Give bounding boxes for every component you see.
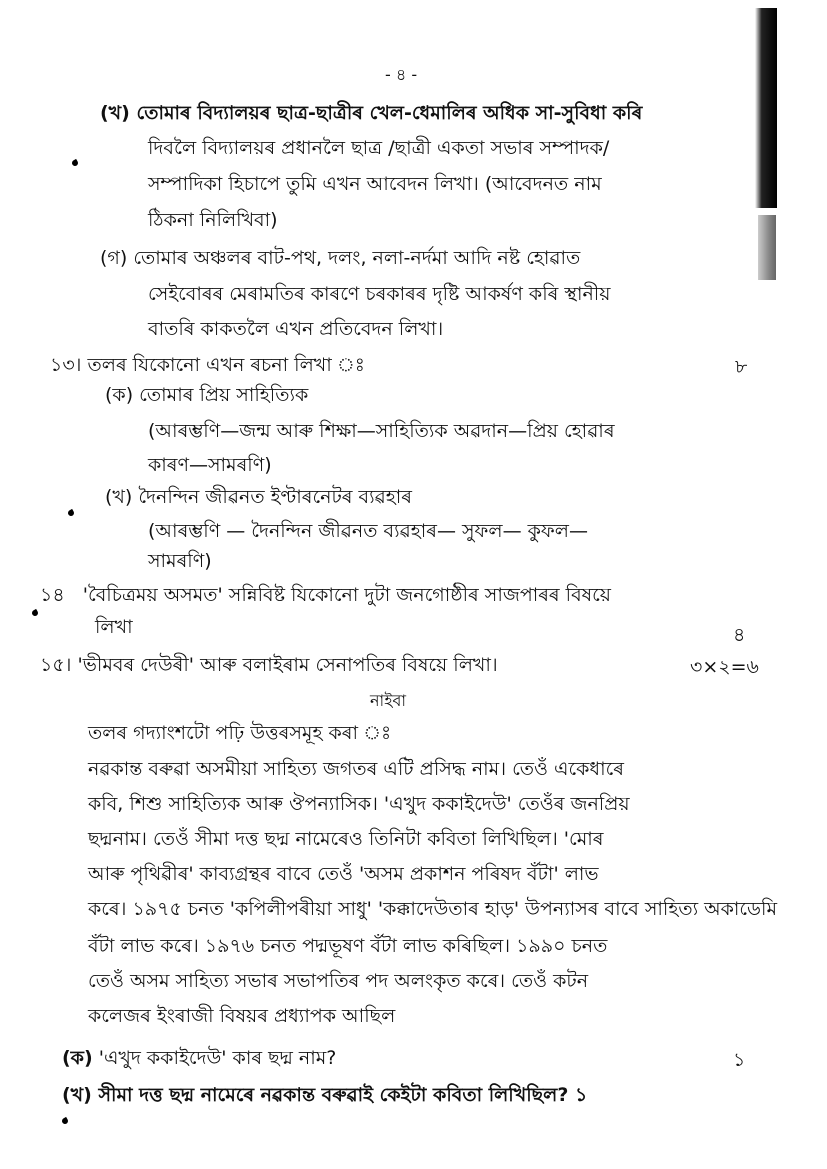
margin-mark (61, 1117, 69, 1125)
passage-line-4: আৰু পৃথিৱীৰ' কাব্যগ্ৰন্থৰ বাবে তেওঁ 'অসম প্ৰকাশন পৰিষদ বঁটা' লাভ (88, 863, 599, 885)
q12-kha-line-1: (খ) তোমাৰ বিদ্যালয়ৰ ছাত্ৰ-ছাত্ৰীৰ খেল-ধেমালিৰ অধিক সা-সুবিধা কৰি (100, 102, 643, 124)
q13-marks: ৮ (735, 356, 748, 378)
margin-mark (67, 509, 75, 517)
q12-kha-label: (খ) (100, 102, 130, 124)
q12-ga-line-2: সেইবোৰৰ মেৰামতিৰ কাৰণে চৰকাৰৰ দৃষ্টি আকৰ্ষণ কৰি স্থানীয় (148, 283, 611, 305)
q14-line-1: ১৪ 'বৈচিত্ৰময় অসমত' সন্নিবিষ্ট যিকোনো দুটা জনগোষ্ঠীৰ সাজপাৰৰ বিষয়ে (40, 584, 611, 606)
passage-instruction: তলৰ গদ্যাংশটো পঢ়ি উত্তৰসমূহ কৰা ঃ (88, 722, 392, 744)
passage-line-8: কলেজৰ ইংৰাজী বিষয়ৰ প্ৰধ্যাপক আছিল (88, 1005, 396, 1027)
q15-line: ১৫। 'ভীমবৰ দেউৰী' আৰু বলাইৰাম সেনাপতিৰ বিষয়ে লিখা। (40, 654, 498, 676)
passage-line-3: ছদ্মনাম। তেওঁ সীমা দত্ত ছদ্ম নামেৰেও তিনিটা কবিতা লিখিছিল। 'মোৰ (88, 828, 604, 850)
q14-number: ১৪ (40, 584, 65, 606)
q13-line (50, 352, 365, 378)
q12-kha-line-4: ঠিকনা নিলিখিবা) (148, 209, 278, 231)
scan-edge-shadow-gray (758, 215, 776, 280)
q13-kha-hint-2: সামৰণি) (148, 550, 212, 572)
q15-number: ১৫। (40, 654, 72, 676)
question-ka: (ক) 'এখুদ ককাইদেউ' কাৰ ছদ্ম নাম? (62, 1047, 337, 1069)
passage-line-6: বঁটা লাভ কৰে। ১৯৭৬ চনত পদ্মভূষণ বঁটা লাভ কৰিছিল। ১৯৯০ চনত (88, 935, 608, 957)
q14-line-2: লিখা (95, 616, 133, 638)
q12-kha-line-3: সম্পাদিকা হিচাপে তুমি এখন আবেদন লিখা। (আবেদনত নাম (148, 173, 602, 195)
q13-ka-hint-2: কাৰণ—সামৰণি) (148, 454, 272, 476)
q13-ka-hint-1: (আৰম্ভণি—জন্ম আৰু শিক্ষা—সাহিত্যিক অৱদান—প্ৰিয় হোৱাৰ (148, 420, 615, 442)
scan-edge-shadow (755, 8, 777, 208)
or-label: নাইবা (370, 691, 407, 710)
margin-mark (71, 159, 79, 167)
q13-number: ১৩। (50, 354, 82, 376)
q12-ga-line-1: (গ) তোমাৰ অঞ্চলৰ বাট-পথ, দলং, নলা-নৰ্দমা আদি নষ্ট হোৱাত (100, 247, 581, 269)
q15-marks: ৩×২=৬ (690, 656, 759, 678)
q13-ka-title: (ক) তোমাৰ প্ৰিয় সাহিত্যিক (105, 384, 309, 406)
page-number: - ৪ - (385, 65, 418, 84)
passage-line-5: কৰে। ১৯৭৫ চনত 'কপিলীপৰীয়া সাধু' 'কক্কাদেউতাৰ হাড়' উপন্যাসৰ বাবে সাহিত্য অকাডেমি (88, 898, 777, 920)
q13-text: তলৰ যিকোনো এখন ৰচনা লিখা ঃ (87, 354, 365, 376)
q12-kha-line-2: দিবলৈ বিদ্যালয়ৰ প্ৰধানলৈ ছাত্ৰ /ছাত্ৰী একতা সভাৰ সম্পাদক/ (148, 137, 610, 159)
q14-marks: ৪ (733, 624, 746, 646)
question-ka-marks: ১ (733, 1049, 746, 1071)
q13-kha-title: (খ) দৈনন্দিন জীৱনত ইণ্টাৰনেটৰ ব্যৱহাৰ (105, 486, 412, 508)
question-kha: (খ) সীমা দত্ত ছদ্ম নামেৰে নৱকান্ত বৰুৱাই কেইটা কবিতা লিখিছিল? ১ (62, 1084, 588, 1106)
margin-mark (31, 609, 39, 617)
passage-line-7: তেওঁ অসম সাহিত্য সভাৰ সভাপতিৰ পদ অলংকৃত কৰে। তেওঁ কটন (88, 970, 589, 992)
q12-ga-line-3: বাতৰি কাকতলৈ এখন প্ৰতিবেদন লিখা। (148, 318, 444, 340)
passage-line-1: নৱকান্ত বৰুৱা অসমীয়া সাহিত্য জগতৰ এটি প্ৰসিদ্ধ নাম। তেওঁ একেধাৰে (88, 758, 624, 780)
q12-ga-label: (গ) (100, 247, 128, 269)
passage-line-2: কবি, শিশু সাহিত্যিক আৰু ঔপন্যাসিক। 'এখুদ ককাইদেউ' তেওঁৰ জনপ্ৰিয় (88, 793, 630, 815)
q13-kha-hint-1: (আৰম্ভণি — দৈনন্দিন জীৱনত ব্যৱহাৰ— সুফল— কুফল— (148, 520, 588, 542)
